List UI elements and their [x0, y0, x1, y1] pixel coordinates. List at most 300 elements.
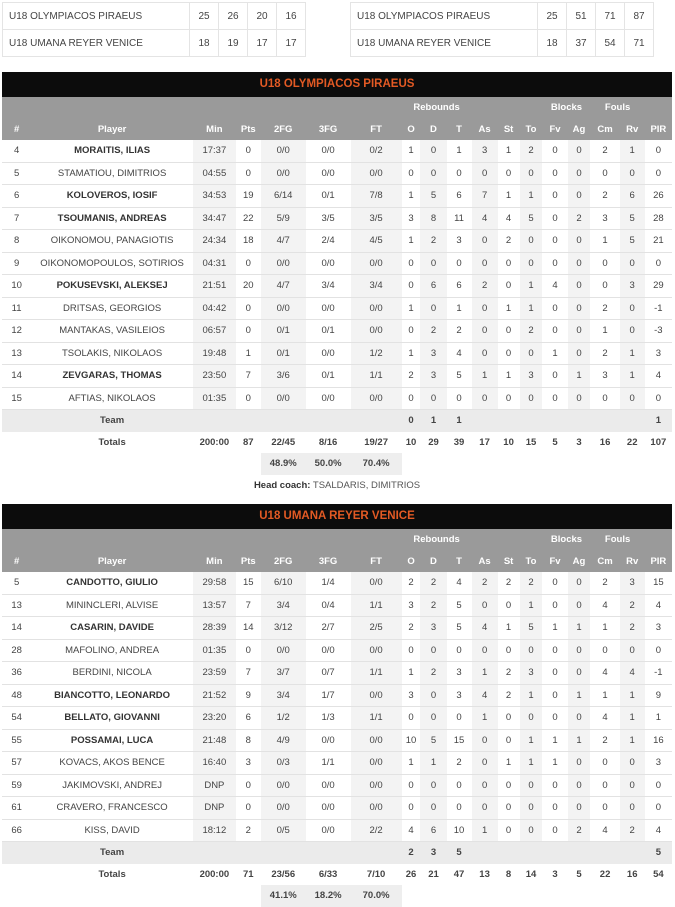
- empty-cell: [2, 885, 31, 907]
- player-name: BIANCOTTO, LEONARDO: [31, 684, 193, 707]
- player-number: 5: [2, 162, 31, 185]
- empty-cell: [568, 453, 591, 475]
- stat-cell: 0: [472, 387, 498, 410]
- quarter-team-name: U18 OLYMPIACOS PIRAEUS: [3, 3, 190, 30]
- player-row: [2, 684, 672, 707]
- total-stat: 16: [599, 436, 611, 448]
- stat-cell: 0: [236, 387, 261, 410]
- stat-cell: DNP: [193, 797, 236, 820]
- stat-cell: 0: [420, 707, 446, 730]
- stat-cell: 0/3: [261, 752, 306, 775]
- player-row: [2, 662, 672, 685]
- stat-cell: 0: [568, 342, 591, 365]
- stat-cell: 2: [447, 320, 472, 343]
- stat-cell: 0: [542, 230, 567, 253]
- stat-cell: 04:42: [193, 297, 236, 320]
- free-throw-percentage: 70.4%: [351, 453, 402, 475]
- stat-cell: 4: [590, 707, 619, 730]
- team-row-label: Team: [31, 410, 193, 432]
- column-header: D: [420, 118, 446, 140]
- total-stat: 19/27: [364, 436, 388, 448]
- stat-cell: 1: [520, 684, 543, 707]
- stat-cell: 2: [420, 594, 446, 617]
- total-stat: 200:00: [199, 868, 230, 880]
- player-row: [2, 342, 672, 365]
- stat-cell: 2: [590, 297, 619, 320]
- empty-cell: [620, 842, 645, 864]
- column-header: Ag: [568, 118, 591, 140]
- stat-cell: 5: [620, 207, 645, 230]
- stat-cell: 0: [620, 639, 645, 662]
- stat-cell: 0: [472, 729, 498, 752]
- column-header-row: [2, 118, 672, 140]
- stat-cell: 0: [590, 162, 619, 185]
- stat-cell: 4: [542, 275, 567, 298]
- player-number: 48: [2, 684, 31, 707]
- empty-cell: [420, 885, 446, 907]
- stat-cell: 0: [420, 684, 446, 707]
- player-number: 12: [2, 320, 31, 343]
- stat-cell: 28:39: [193, 617, 236, 640]
- player-row: [2, 320, 672, 343]
- quarter-score: 37: [567, 30, 596, 57]
- group-header-row: [2, 529, 672, 550]
- player-number: 7: [2, 207, 31, 230]
- stat-cell: 1/1: [351, 707, 402, 730]
- stat-cell: 0: [645, 774, 672, 797]
- quarter-score: 71: [596, 3, 625, 30]
- stat-cell: 0: [568, 572, 591, 594]
- stat-cell: 1: [542, 729, 567, 752]
- player-row: [2, 707, 672, 730]
- stat-cell: 2: [590, 729, 619, 752]
- stat-cell: 3/12: [261, 617, 306, 640]
- stat-cell: 0: [236, 297, 261, 320]
- stat-cell: 0: [236, 162, 261, 185]
- stat-cell: -1: [645, 297, 672, 320]
- stat-cell: 1: [472, 707, 498, 730]
- stat-cell: 5: [447, 594, 472, 617]
- stat-cell: 2: [472, 572, 498, 594]
- stat-cell: 3: [402, 594, 421, 617]
- stat-cell: 7: [472, 185, 498, 208]
- empty-cell: [2, 864, 31, 885]
- stat-cell: 1: [568, 365, 591, 388]
- player-name: MANTAKAS, VASILEIOS: [31, 320, 193, 343]
- player-name: OIKONOMOPOULOS, SOTIRIOS: [31, 252, 193, 275]
- total-stat: 23/56: [271, 868, 296, 880]
- stat-cell: 15: [236, 572, 261, 594]
- group-spacer: [645, 97, 672, 118]
- player-row: [2, 207, 672, 230]
- stat-cell: 5: [420, 729, 446, 752]
- stat-cell: 0: [402, 162, 421, 185]
- team-row-label: Team: [31, 842, 193, 864]
- stat-cell: 0: [402, 387, 421, 410]
- stat-cell: 2: [402, 572, 421, 594]
- player-row: [2, 774, 672, 797]
- stat-cell: 0/0: [306, 774, 351, 797]
- column-header: 3FG: [306, 118, 351, 140]
- stat-cell: 13:57: [193, 594, 236, 617]
- stat-cell: 04:31: [193, 252, 236, 275]
- column-header: To: [520, 550, 543, 572]
- stat-cell: 0: [498, 342, 520, 365]
- player-number: 4: [2, 140, 31, 162]
- stat-cell: 0: [498, 707, 520, 730]
- stat-cell: 1: [590, 684, 619, 707]
- empty-cell: [568, 410, 591, 432]
- empty-cell: [472, 453, 498, 475]
- stat-cell: 0/1: [306, 185, 351, 208]
- stat-cell: 21:51: [193, 275, 236, 298]
- stat-cell: 0/0: [351, 774, 402, 797]
- stat-cell: 0: [590, 387, 619, 410]
- player-row: [2, 819, 672, 842]
- stat-cell: 1: [498, 617, 520, 640]
- stat-cell: 34:53: [193, 185, 236, 208]
- player-row: [2, 797, 672, 820]
- stat-cell: 0/0: [306, 797, 351, 820]
- stat-cell: 0: [498, 819, 520, 842]
- stat-cell: 4: [645, 594, 672, 617]
- stat-cell: 8: [236, 729, 261, 752]
- stat-cell: 3: [620, 275, 645, 298]
- empty-cell: [498, 453, 520, 475]
- empty-cell: [402, 885, 421, 907]
- stat-cell: 0/0: [306, 729, 351, 752]
- total-stat: 13: [479, 868, 490, 880]
- stat-cell: 0: [590, 752, 619, 775]
- column-header: O: [402, 118, 421, 140]
- player-name: MININCLERI, ALVISE: [31, 594, 193, 617]
- player-name: KISS, DAVID: [31, 819, 193, 842]
- total-stat: 17: [479, 436, 490, 448]
- stat-cell: 0/0: [261, 252, 306, 275]
- stat-cell: 0: [420, 797, 446, 820]
- empty-cell: [568, 885, 591, 907]
- stat-cell: 4: [620, 662, 645, 685]
- totals-label: Totals: [98, 436, 126, 448]
- total-stat: 3: [552, 868, 558, 880]
- total-stat: 14: [525, 868, 537, 880]
- stat-cell: 21:52: [193, 684, 236, 707]
- stat-cell: 6: [236, 707, 261, 730]
- stat-cell: 1/2: [351, 342, 402, 365]
- stat-cell: 1: [568, 729, 591, 752]
- stat-cell: 0: [620, 774, 645, 797]
- stat-cell: 15: [645, 572, 672, 594]
- stat-cell: 1: [402, 140, 421, 162]
- quarter-score: 71: [625, 30, 654, 57]
- stat-cell: 2: [472, 275, 498, 298]
- total-stat: 26: [405, 868, 417, 880]
- stat-cell: 0: [402, 252, 421, 275]
- stats-table: [2, 529, 672, 907]
- stat-cell: 1: [568, 684, 591, 707]
- total-stat: 10: [405, 436, 417, 448]
- stat-cell: 0: [472, 594, 498, 617]
- stat-cell: 0: [568, 252, 591, 275]
- blocks-group-header: Blocks: [542, 97, 590, 118]
- stat-cell: 2/2: [351, 819, 402, 842]
- stat-cell: 3: [447, 230, 472, 253]
- stat-cell: 4/5: [351, 230, 402, 253]
- stat-cell: 0/0: [306, 639, 351, 662]
- team-defensive-rebounds: 3: [420, 842, 446, 864]
- empty-cell: [590, 842, 619, 864]
- stat-cell: 6: [420, 275, 446, 298]
- stat-cell: 0: [568, 774, 591, 797]
- stat-cell: 0/0: [351, 387, 402, 410]
- stat-cell: 0: [498, 729, 520, 752]
- stat-cell: 1/1: [306, 752, 351, 775]
- empty-cell: [193, 453, 236, 475]
- stat-cell: 3: [590, 365, 619, 388]
- stat-cell: 1: [402, 752, 421, 775]
- quarter-score: 26: [219, 3, 248, 30]
- player-name: TSOUMANIS, ANDREAS: [31, 207, 193, 230]
- stat-cell: 1: [520, 275, 543, 298]
- empty-cell: [261, 410, 306, 432]
- stat-cell: 0: [447, 387, 472, 410]
- stat-cell: 0: [645, 387, 672, 410]
- column-header: Rv: [620, 550, 645, 572]
- empty-cell: [590, 453, 619, 475]
- stat-cell: 0/2: [351, 140, 402, 162]
- stat-cell: 0: [236, 797, 261, 820]
- column-header: Fv: [542, 118, 567, 140]
- quarter-row: [351, 3, 654, 30]
- stat-cell: 0: [568, 140, 591, 162]
- empty-cell: [420, 453, 446, 475]
- stat-cell: 0: [542, 572, 567, 594]
- player-name: TSOLAKIS, NIKOLAOS: [31, 342, 193, 365]
- stat-cell: 3: [420, 342, 446, 365]
- stat-cell: 0: [236, 639, 261, 662]
- quarter-score: 18: [190, 30, 219, 57]
- two-point-percentage: 48.9%: [261, 453, 306, 475]
- total-stat: 54: [653, 868, 664, 880]
- stat-cell: 4: [590, 662, 619, 685]
- column-header: PIR: [645, 550, 672, 572]
- stat-cell: 0/1: [306, 320, 351, 343]
- stat-cell: 2: [420, 572, 446, 594]
- stat-cell: 0: [542, 662, 567, 685]
- stat-cell: 0: [520, 387, 543, 410]
- stat-cell: 3: [645, 617, 672, 640]
- stat-cell: 3: [420, 365, 446, 388]
- stat-cell: 0: [620, 252, 645, 275]
- empty-cell: [520, 453, 543, 475]
- stat-cell: 0: [590, 797, 619, 820]
- team-total-rebounds: 5: [447, 842, 472, 864]
- player-number: 54: [2, 707, 31, 730]
- stat-cell: 23:50: [193, 365, 236, 388]
- player-row: [2, 162, 672, 185]
- stat-cell: 0: [620, 162, 645, 185]
- stat-cell: 6: [620, 185, 645, 208]
- stat-cell: 3/6: [261, 365, 306, 388]
- quarter-row: [3, 30, 306, 57]
- stat-cell: 1: [590, 230, 619, 253]
- empty-cell: [590, 885, 619, 907]
- team-boxscore-olympiacos: [2, 72, 672, 497]
- stat-cell: 0: [236, 140, 261, 162]
- stat-cell: 5/9: [261, 207, 306, 230]
- rebounds-group-header: Rebounds: [402, 529, 472, 550]
- column-header: Min: [193, 550, 236, 572]
- stat-cell: 3: [520, 662, 543, 685]
- stat-cell: 0: [472, 752, 498, 775]
- player-number: 28: [2, 639, 31, 662]
- quarter-score: 25: [538, 3, 567, 30]
- total-stat: 5: [576, 868, 582, 880]
- player-name: AFTIAS, NIKOLAOS: [31, 387, 193, 410]
- total-stat: 22: [599, 868, 611, 880]
- fouls-group-header: Fouls: [590, 529, 644, 550]
- group-spacer: [645, 529, 672, 550]
- stat-cell: 4: [472, 207, 498, 230]
- stat-cell: 15: [447, 729, 472, 752]
- column-header: As: [472, 550, 498, 572]
- player-name: KOLOVEROS, IOSIF: [31, 185, 193, 208]
- stat-cell: 2: [568, 207, 591, 230]
- total-stat: 71: [242, 868, 254, 880]
- stat-cell: 0: [520, 230, 543, 253]
- stat-cell: 10: [447, 819, 472, 842]
- quarter-team-name: U18 UMANA REYER VENICE: [3, 30, 190, 57]
- stat-cell: 0: [420, 387, 446, 410]
- player-name: ZEVGARAS, THOMAS: [31, 365, 193, 388]
- player-number: 13: [2, 594, 31, 617]
- stat-cell: 6: [447, 185, 472, 208]
- column-header: St: [498, 118, 520, 140]
- empty-cell: [193, 410, 236, 432]
- free-throw-percentage: 70.0%: [351, 885, 402, 907]
- stat-cell: 0: [645, 252, 672, 275]
- stat-cell: 1: [520, 729, 543, 752]
- stat-cell: 1: [520, 185, 543, 208]
- quarter-team-name: U18 OLYMPIACOS PIRAEUS: [351, 3, 538, 30]
- stat-cell: 0: [568, 752, 591, 775]
- empty-cell: [645, 885, 672, 907]
- empty-cell: [520, 885, 543, 907]
- stat-cell: 17:37: [193, 140, 236, 162]
- quarter-row: [351, 30, 654, 57]
- stat-cell: 3: [420, 617, 446, 640]
- player-row: [2, 617, 672, 640]
- empty-cell: [620, 885, 645, 907]
- player-number: 15: [2, 387, 31, 410]
- empty-cell: [542, 453, 567, 475]
- empty-cell: [236, 453, 261, 475]
- player-name: MAFOLINO, ANDREA: [31, 639, 193, 662]
- stat-cell: 19:48: [193, 342, 236, 365]
- stat-cell: 3: [590, 207, 619, 230]
- stat-cell: 0/5: [261, 819, 306, 842]
- player-number: 14: [2, 617, 31, 640]
- stat-cell: 3/4: [351, 275, 402, 298]
- stat-cell: 0: [542, 320, 567, 343]
- total-stat: 200:00: [199, 436, 230, 448]
- empty-cell: [498, 410, 520, 432]
- stat-cell: 0: [447, 774, 472, 797]
- stat-cell: 1: [620, 729, 645, 752]
- stat-cell: 0: [542, 594, 567, 617]
- player-row: [2, 729, 672, 752]
- column-header: 2FG: [261, 550, 306, 572]
- stat-cell: 0/1: [306, 365, 351, 388]
- stat-cell: 0: [568, 662, 591, 685]
- empty-cell: [236, 842, 261, 864]
- empty-cell: [306, 842, 351, 864]
- stat-cell: 0/0: [306, 342, 351, 365]
- stat-cell: 2: [498, 572, 520, 594]
- stat-cell: 0: [590, 774, 619, 797]
- empty-cell: [542, 885, 567, 907]
- empty-cell: [447, 885, 472, 907]
- player-number: 66: [2, 819, 31, 842]
- stat-cell: 0: [542, 207, 567, 230]
- stat-cell: 18: [236, 230, 261, 253]
- stat-cell: 0/0: [261, 387, 306, 410]
- stat-cell: 0: [472, 774, 498, 797]
- stat-cell: -1: [645, 662, 672, 685]
- column-header: FT: [351, 550, 402, 572]
- stat-cell: 04:55: [193, 162, 236, 185]
- stat-cell: 0: [520, 774, 543, 797]
- column-header: Player: [31, 550, 193, 572]
- stat-cell: 19: [236, 185, 261, 208]
- player-row: [2, 387, 672, 410]
- column-header: 2FG: [261, 118, 306, 140]
- empty-cell: [193, 885, 236, 907]
- column-header: O: [402, 550, 421, 572]
- stat-cell: 0: [542, 684, 567, 707]
- stat-cell: 3: [402, 684, 421, 707]
- stat-cell: 23:59: [193, 662, 236, 685]
- player-name: MORAITIS, ILIAS: [31, 140, 193, 162]
- stat-cell: 4: [472, 684, 498, 707]
- stat-cell: 0: [542, 162, 567, 185]
- stat-cell: 1: [472, 365, 498, 388]
- stat-cell: 0: [236, 320, 261, 343]
- empty-cell: [645, 453, 672, 475]
- stat-cell: 1/7: [306, 684, 351, 707]
- stat-cell: 0: [472, 320, 498, 343]
- stat-cell: 1: [236, 342, 261, 365]
- column-header: Cm: [590, 550, 619, 572]
- stat-cell: 2: [402, 617, 421, 640]
- stat-cell: 0: [568, 387, 591, 410]
- stat-cell: 0: [620, 297, 645, 320]
- stat-cell: 4: [590, 819, 619, 842]
- stat-cell: 7/8: [351, 185, 402, 208]
- stat-cell: 6/14: [261, 185, 306, 208]
- stat-cell: 4: [472, 617, 498, 640]
- quarter-score: 51: [567, 3, 596, 30]
- stat-cell: 0: [472, 639, 498, 662]
- stat-cell: 0: [645, 639, 672, 662]
- stat-cell: 0/0: [351, 162, 402, 185]
- column-header: Rv: [620, 118, 645, 140]
- player-row: [2, 594, 672, 617]
- team-pir: 5: [645, 842, 672, 864]
- stat-cell: 2/7: [306, 617, 351, 640]
- stat-cell: 0: [645, 162, 672, 185]
- total-stat: 39: [453, 436, 465, 448]
